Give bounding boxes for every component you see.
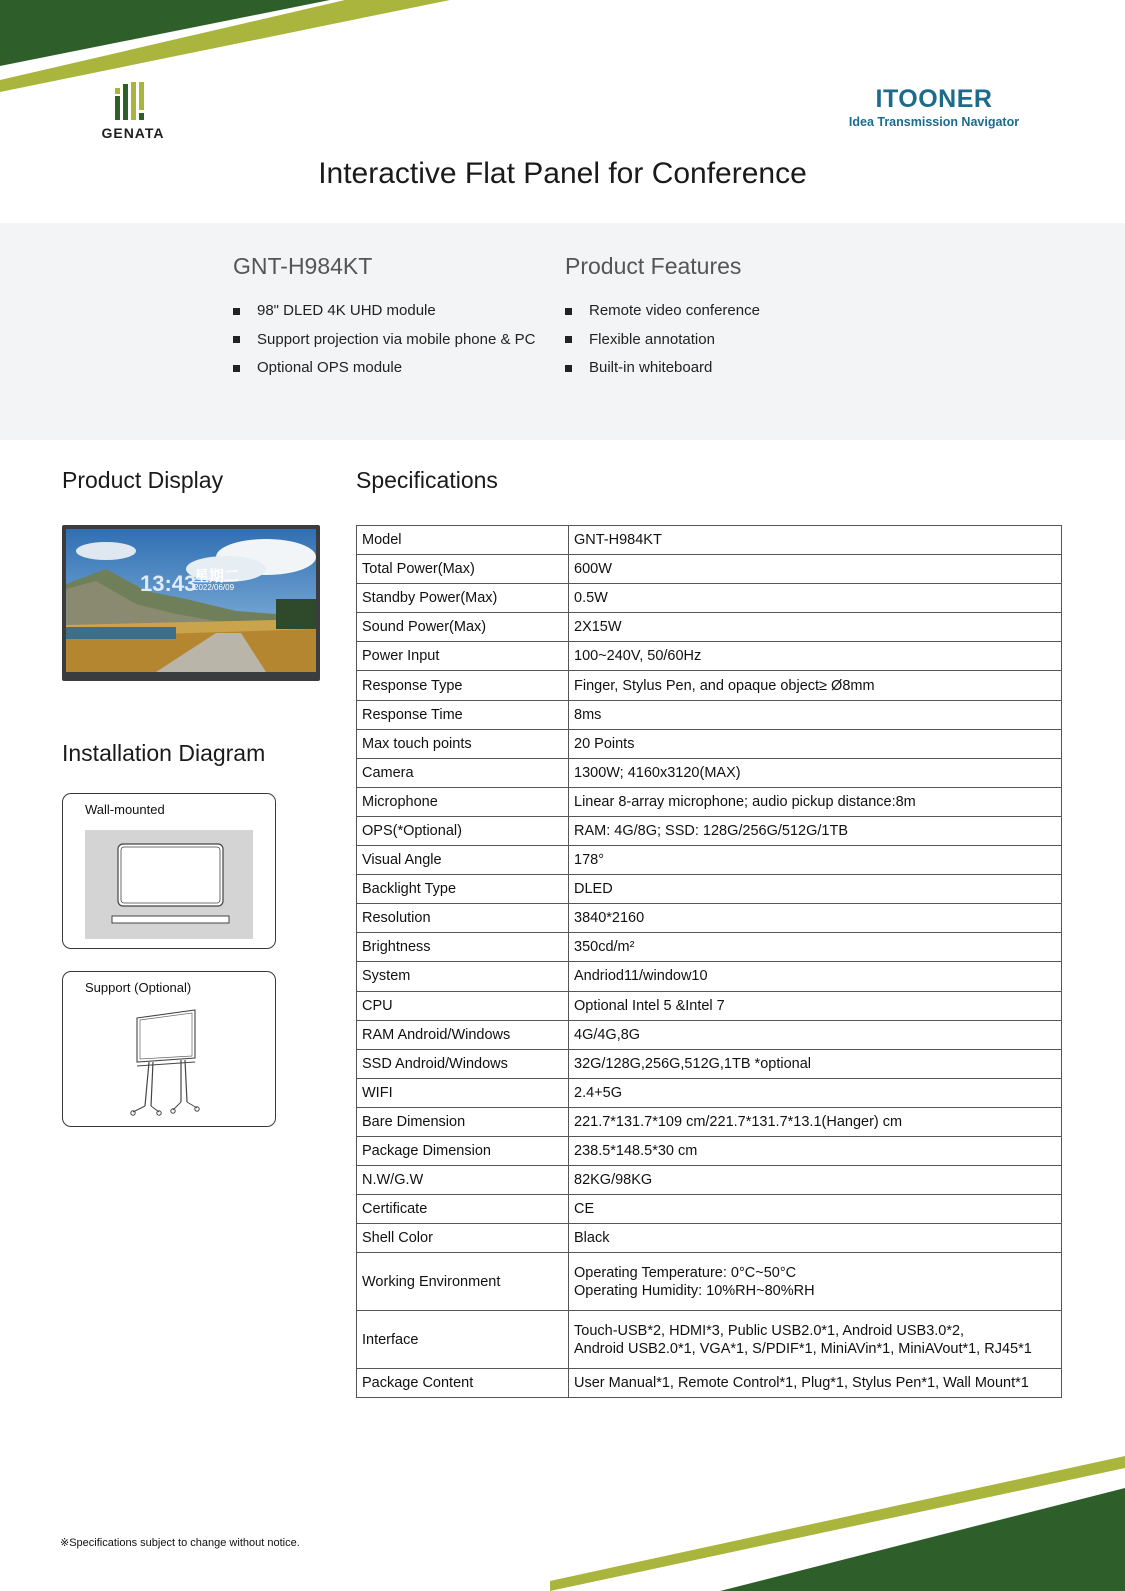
specifications-table [356, 525, 1062, 1398]
spec-value-line: Touch-USB*2, HDMI*3, Public USB2.0*1, Android USB3.0*2, [574, 1322, 965, 1339]
list-item: Remote video conference [565, 297, 760, 326]
wall-mounted-option [62, 793, 276, 949]
spec-label: Shell Color [357, 1224, 569, 1253]
table-row [357, 1049, 1062, 1078]
spec-label: Interface [357, 1311, 569, 1369]
spec-value: 3840*2160 [569, 904, 1062, 933]
spec-label: Camera [357, 758, 569, 787]
bottom-corner-decoration [550, 1456, 1125, 1591]
table-row [357, 758, 1062, 787]
spec-value: 100~240V, 50/60Hz [569, 642, 1062, 671]
spec-label: Resolution [357, 904, 569, 933]
table-row [357, 962, 1062, 991]
spec-value: DLED [569, 875, 1062, 904]
spec-label: Response Type [357, 671, 569, 700]
table-row [357, 875, 1062, 904]
spec-value: Finger, Stylus Pen, and opaque object≥ Ø8mm [569, 671, 1062, 700]
genata-logo-mark-icon [114, 82, 152, 122]
square-bullet-icon [233, 365, 240, 372]
genata-wordmark: GENATA [101, 125, 165, 141]
spec-label: Model [357, 526, 569, 555]
spec-value: Black [569, 1224, 1062, 1253]
mobile-stand-icon [129, 1006, 207, 1118]
table-row [357, 816, 1062, 845]
landscape-screen-icon [66, 529, 316, 672]
spec-value: 0.5W [569, 584, 1062, 613]
table-row [357, 729, 1062, 758]
spec-value: 4G/4G,8G [569, 1020, 1062, 1049]
spec-label: Max touch points [357, 729, 569, 758]
table-row [357, 584, 1062, 613]
spec-value: 2.4+5G [569, 1078, 1062, 1107]
spec-label: N.W/G.W [357, 1166, 569, 1195]
table-row [357, 846, 1062, 875]
table-row [357, 1020, 1062, 1049]
list-item: 98" DLED 4K UHD module [233, 297, 536, 326]
spec-value: 238.5*148.5*30 cm [569, 1136, 1062, 1165]
spec-value: 350cd/m² [569, 933, 1062, 962]
itooner-tagline: Idea Transmission Navigator [848, 115, 1020, 129]
spec-label: Total Power(Max) [357, 555, 569, 584]
square-bullet-icon [565, 336, 572, 343]
table-row [357, 1078, 1062, 1107]
table-row [357, 526, 1062, 555]
spec-value: Andriod11/window10 [569, 962, 1062, 991]
footnote: ※Specifications subject to change without notice. [60, 1537, 300, 1549]
support-stand-option [62, 971, 276, 1127]
spec-value: 32G/128G,256G,512G,1TB *optional [569, 1049, 1062, 1078]
square-bullet-icon [233, 308, 240, 315]
table-row [357, 1224, 1062, 1253]
table-row [357, 1195, 1062, 1224]
genata-logo [98, 82, 168, 141]
table-row [357, 700, 1062, 729]
screen-weekday: 星期二 [194, 567, 240, 585]
spec-label: Package Dimension [357, 1136, 569, 1165]
spec-label: System [357, 962, 569, 991]
spec-label: Working Environment [357, 1253, 569, 1311]
support-label: Support (Optional) [85, 980, 192, 995]
list-item: Optional OPS module [233, 354, 536, 383]
spec-value: 82KG/98KG [569, 1166, 1062, 1195]
features-band [0, 223, 1125, 440]
installation-heading: Installation Diagram [62, 740, 266, 766]
table-row [357, 904, 1062, 933]
spec-value: GNT-H984KT [569, 526, 1062, 555]
wall-mount-icon [85, 830, 253, 939]
model-summary [233, 253, 536, 383]
spec-value: 1300W; 4160x3120(MAX) [569, 758, 1062, 787]
table-row [357, 1136, 1062, 1165]
spec-label: Visual Angle [357, 846, 569, 875]
spec-label: Microphone [357, 787, 569, 816]
screen-date: 2022/06/09 [194, 583, 235, 592]
spec-value [569, 1253, 1062, 1311]
product-features [565, 253, 760, 383]
itooner-logo [842, 84, 1026, 130]
square-bullet-icon [233, 336, 240, 343]
table-row [357, 555, 1062, 584]
list-item: Flexible annotation [565, 326, 760, 355]
spec-value: 221.7*131.7*109 cm/221.7*131.7*13.1(Hanger) cm [569, 1107, 1062, 1136]
specifications-heading: Specifications [356, 467, 498, 493]
top-corner-decoration [0, 0, 460, 100]
product-display-heading: Product Display [62, 467, 224, 493]
spec-value: 178° [569, 846, 1062, 875]
spec-value [569, 1311, 1062, 1369]
spec-value: Optional Intel 5 &Intel 7 [569, 991, 1062, 1020]
spec-label: Certificate [357, 1195, 569, 1224]
page-title: Interactive Flat Panel for Conference [318, 157, 807, 190]
spec-value: 20 Points [569, 729, 1062, 758]
spec-label: Standby Power(Max) [357, 584, 569, 613]
table-row [357, 1311, 1062, 1369]
spec-label: Sound Power(Max) [357, 613, 569, 642]
table-row [357, 671, 1062, 700]
spec-label: Response Time [357, 700, 569, 729]
spec-label: RAM Android/Windows [357, 1020, 569, 1049]
spec-label: Power Input [357, 642, 569, 671]
spec-value: 600W [569, 555, 1062, 584]
spec-value: 2X15W [569, 613, 1062, 642]
spec-value: Linear 8-array microphone; audio pickup distance:8m [569, 787, 1062, 816]
spec-value: User Manual*1, Remote Control*1, Plug*1, Stylus Pen*1, Wall Mount*1 [569, 1369, 1062, 1398]
spec-label: WIFI [357, 1078, 569, 1107]
table-row [357, 1107, 1062, 1136]
spec-value: CE [569, 1195, 1062, 1224]
table-row [357, 613, 1062, 642]
spec-label: Package Content [357, 1369, 569, 1398]
spec-value-line: Android USB2.0*1, VGA*1, S/PDIF*1, MiniAVin*1, MiniAVout*1, RJ45*1 [574, 1340, 1032, 1357]
square-bullet-icon [565, 365, 572, 372]
spec-value: RAM: 4G/8G; SSD: 128G/256G/512G/1TB [569, 816, 1062, 845]
spec-label: Backlight Type [357, 875, 569, 904]
table-row [357, 991, 1062, 1020]
features-heading: Product Features [565, 253, 742, 279]
list-item: Support projection via mobile phone & PC [233, 326, 536, 355]
product-display-image [62, 525, 320, 681]
spec-value: 8ms [569, 700, 1062, 729]
table-row [357, 1369, 1062, 1398]
spec-value-line: Operating Humidity: 10%RH~80%RH [574, 1282, 815, 1299]
table-row [357, 787, 1062, 816]
screen-clock: 13:43 [140, 571, 197, 596]
itooner-brand-name: ITOONER [875, 85, 993, 113]
spec-label: CPU [357, 991, 569, 1020]
table-row [357, 933, 1062, 962]
list-item: Built-in whiteboard [565, 354, 760, 383]
spec-value-line: Operating Temperature: 0°C~50°C [574, 1264, 797, 1281]
spec-label: Brightness [357, 933, 569, 962]
spec-label: OPS(*Optional) [357, 816, 569, 845]
table-row [357, 1253, 1062, 1311]
wall-mounted-label: Wall-mounted [85, 802, 165, 817]
model-heading: GNT-H984KT [233, 253, 373, 279]
table-row [357, 642, 1062, 671]
spec-label: Bare Dimension [357, 1107, 569, 1136]
table-row [357, 1166, 1062, 1195]
spec-label: SSD Android/Windows [357, 1049, 569, 1078]
square-bullet-icon [565, 308, 572, 315]
